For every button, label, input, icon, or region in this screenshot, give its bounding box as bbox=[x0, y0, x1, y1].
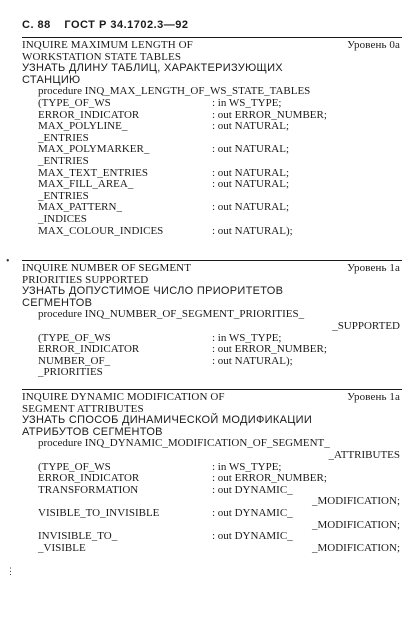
title-en-line: WORKSTATION STATE TABLES bbox=[22, 50, 182, 63]
level-label: Уровень 0a bbox=[347, 39, 400, 51]
param-name: (TYPE_OF_WS bbox=[38, 331, 111, 344]
title-en-line: PRIORITIES SUPPORTED bbox=[22, 273, 149, 286]
title-en-line: SEGMENT ATTRIBUTES bbox=[22, 402, 144, 415]
procedure-line: procedure INQ_MAX_LENGTH_OF_WS_STATE_TABLES bbox=[38, 85, 311, 98]
param-mode: : in WS_TYPE; bbox=[212, 331, 282, 344]
param-name: _ENTRIES bbox=[38, 154, 89, 167]
param-name: (TYPE_OF_WS bbox=[38, 460, 111, 473]
param-name: NUMBER_OF_ bbox=[38, 354, 111, 367]
title-ru-line: СТАНЦИЮ bbox=[22, 73, 81, 86]
param-name: VISIBLE_TO_INVISIBLE bbox=[38, 506, 160, 519]
title-ru-line: УЗНАТЬ СПОСОБ ДИНАМИЧЕСКОЙ МОДИФИКАЦИИ bbox=[22, 414, 313, 427]
param-mode: : in WS_TYPE; bbox=[212, 460, 282, 473]
title-ru-line: АТРИБУТОВ СЕГМЕНТОВ bbox=[22, 425, 163, 438]
procedure-line: procedure INQ_NUMBER_OF_SEGMENT_PRIORITIES_ bbox=[38, 308, 305, 321]
param-name: MAX_COLOUR_INDICES bbox=[38, 224, 164, 237]
param-mode: : out ERROR_NUMBER; bbox=[212, 472, 327, 485]
section-rule bbox=[22, 389, 402, 390]
page-header bbox=[22, 19, 199, 31]
section-rule bbox=[22, 37, 402, 38]
margin-mark: • bbox=[6, 256, 10, 267]
param-name: _INDICES bbox=[38, 212, 87, 225]
param-mode: : out ERROR_NUMBER; bbox=[212, 343, 327, 356]
param-name: ERROR_INDICATOR bbox=[38, 108, 140, 121]
title-ru-line: УЗНАТЬ ДОПУСТИМОЕ ЧИСЛО ПРИОРИТЕТОВ bbox=[22, 285, 284, 298]
param-row bbox=[22, 121, 406, 133]
param-name: _ENTRIES bbox=[38, 131, 89, 144]
param-mode: : out NATURAL; bbox=[212, 178, 289, 191]
param-name: MAX_POLYMARKER_ bbox=[38, 143, 150, 156]
param-mode: : out NATURAL; bbox=[212, 201, 289, 214]
param-mode: : in WS_TYPE; bbox=[212, 96, 282, 109]
margin-mark: ⋮ bbox=[6, 566, 15, 576]
param-name: TRANSFORMATION bbox=[38, 483, 139, 496]
param-row bbox=[22, 531, 406, 543]
param-mode: : out NATURAL); bbox=[212, 224, 293, 237]
param-row bbox=[22, 367, 406, 379]
title-ru-line: УЗНАТЬ ДЛИНУ ТАБЛИЦ, ХАРАКТЕРИЗУЮЩИХ bbox=[22, 62, 283, 75]
param-mode: : out NATURAL; bbox=[212, 166, 289, 179]
section-segment-priorities bbox=[22, 263, 406, 379]
param-continuation: _MODIFICATION; bbox=[312, 495, 400, 508]
param-mode: : out DYNAMIC_ bbox=[212, 530, 293, 543]
title-en-line: INQUIRE MAXIMUM LENGTH OF Уровень 0a bbox=[22, 39, 400, 51]
param-name: _PRIORITIES bbox=[38, 366, 103, 379]
level-label: Уровень 1a bbox=[347, 262, 400, 274]
procedure-line: procedure INQ_DYNAMIC_MODIFICATION_OF_SEGMENT_ bbox=[38, 437, 330, 450]
procedure-continuation: _SUPPORTED bbox=[332, 319, 400, 332]
procedure-continuation: _ATTRIBUTES bbox=[328, 448, 400, 461]
param-row bbox=[22, 226, 406, 238]
title-en-line: INQUIRE DYNAMIC MODIFICATION OF Уровень 1a bbox=[22, 391, 400, 403]
page-number: С. 88 bbox=[22, 19, 51, 31]
param-mode: : out NATURAL; bbox=[212, 143, 289, 156]
param-mode: : out DYNAMIC_ bbox=[212, 506, 293, 519]
param-mode: : out NATURAL); bbox=[212, 354, 293, 367]
standard-code: ГОСТ Р 34.1702.3—92 bbox=[64, 19, 189, 31]
param-name: MAX_PATTERN_ bbox=[38, 201, 122, 214]
section-max-length bbox=[22, 40, 406, 237]
param-row bbox=[22, 508, 406, 520]
param-name: ERROR_INDICATOR bbox=[38, 472, 140, 485]
param-row bbox=[22, 344, 406, 356]
param-name: MAX_TEXT_ENTRIES bbox=[38, 166, 148, 179]
param-name: ERROR_INDICATOR bbox=[38, 343, 140, 356]
param-row bbox=[22, 473, 406, 485]
param-row bbox=[22, 543, 406, 555]
param-mode: : out DYNAMIC_ bbox=[212, 483, 293, 496]
title-en-line: INQUIRE NUMBER OF SEGMENT Уровень 1a bbox=[22, 262, 400, 274]
param-continuation: _MODIFICATION; bbox=[312, 541, 400, 554]
param-name: MAX_POLYLINE_ bbox=[38, 120, 128, 133]
param-continuation: _MODIFICATION; bbox=[312, 518, 400, 531]
param-name: _ENTRIES bbox=[38, 189, 89, 202]
param-mode: : out NATURAL; bbox=[212, 120, 289, 133]
param-row bbox=[22, 98, 406, 110]
param-name: (TYPE_OF_WS bbox=[38, 96, 111, 109]
param-name: _VISIBLE bbox=[38, 541, 86, 554]
section-rule bbox=[22, 260, 402, 261]
level-label: Уровень 1a bbox=[347, 391, 400, 403]
param-name: MAX_FILL_AREA_ bbox=[38, 178, 134, 191]
param-row bbox=[22, 179, 406, 191]
param-row bbox=[22, 214, 406, 226]
param-mode: : out ERROR_NUMBER; bbox=[212, 108, 327, 121]
title-ru-line: СЕГМЕНТОВ bbox=[22, 296, 93, 309]
param-name: INVISIBLE_TO_ bbox=[38, 530, 118, 543]
param-row bbox=[22, 156, 406, 168]
section-dynamic-modification bbox=[22, 392, 406, 554]
